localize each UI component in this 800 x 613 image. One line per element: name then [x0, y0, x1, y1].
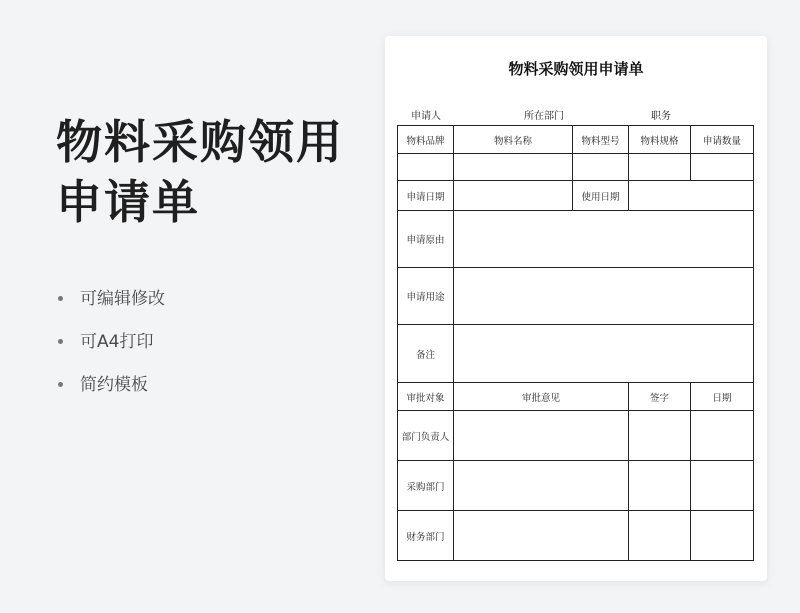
hero-title-line1: 物料采购领用	[56, 115, 344, 169]
material-header-row	[398, 126, 754, 154]
material-entry-row	[398, 154, 754, 181]
approval-row	[398, 411, 754, 461]
header-cell: 物料规格	[629, 126, 691, 154]
feature-list	[58, 284, 165, 413]
application-form-table	[397, 125, 754, 561]
date-row	[398, 181, 754, 211]
header-cell: 物料型号	[573, 126, 629, 154]
header-cell: 物料品牌	[398, 126, 454, 154]
table-cell[interactable]	[629, 154, 691, 181]
table-cell[interactable]	[454, 154, 573, 181]
purpose-row	[398, 268, 754, 325]
approval-signature[interactable]	[629, 411, 691, 461]
approval-row	[398, 461, 754, 511]
hero-title-line2: 申请单	[56, 175, 200, 229]
table-cell[interactable]	[691, 154, 754, 181]
apply-date-label: 申请日期	[398, 181, 454, 211]
reason-value[interactable]	[454, 211, 754, 268]
hero-title	[56, 112, 344, 232]
approval-opinion[interactable]	[454, 461, 629, 511]
approval-date[interactable]	[691, 411, 754, 461]
approval-row	[398, 511, 754, 561]
approval-opinion[interactable]	[454, 411, 629, 461]
approval-signature[interactable]	[629, 461, 691, 511]
apply-date-value[interactable]	[454, 181, 573, 211]
table-cell[interactable]	[573, 154, 629, 181]
remark-value[interactable]	[454, 325, 754, 383]
remark-label: 备注	[398, 325, 454, 383]
applicant-label: 申请人	[411, 111, 441, 122]
feature-item: 可A4打印	[58, 327, 165, 370]
use-date-label: 使用日期	[573, 181, 629, 211]
header-cell: 申请数量	[691, 126, 754, 154]
use-date-value[interactable]	[629, 181, 754, 211]
approval-date[interactable]	[691, 511, 754, 561]
purpose-value[interactable]	[454, 268, 754, 325]
approval-header-row	[398, 383, 754, 411]
remark-row	[398, 325, 754, 383]
reason-row	[398, 211, 754, 268]
bullet-icon	[58, 339, 63, 344]
approval-signature[interactable]	[629, 511, 691, 561]
approver-label: 部门负责人	[398, 411, 454, 461]
approver-label: 财务部门	[398, 511, 454, 561]
header-cell: 签字	[629, 383, 691, 411]
approver-label: 采购部门	[398, 461, 454, 511]
document-title: 物料采购领用申请单	[508, 60, 644, 78]
approval-date[interactable]	[691, 461, 754, 511]
position-label: 职务	[651, 111, 671, 122]
bullet-icon	[58, 382, 63, 387]
reason-label: 申请原由	[398, 211, 454, 268]
approval-opinion[interactable]	[454, 511, 629, 561]
header-cell: 物料名称	[454, 126, 573, 154]
table-cell[interactable]	[398, 154, 454, 181]
feature-item: 简约模板	[58, 370, 165, 413]
department-label: 所在部门	[524, 111, 564, 122]
header-cell: 审批意见	[454, 383, 629, 411]
header-cell: 审批对象	[398, 383, 454, 411]
purpose-label: 申请用途	[398, 268, 454, 325]
bullet-icon	[58, 296, 63, 301]
header-cell: 日期	[691, 383, 754, 411]
feature-item: 可编辑修改	[58, 284, 165, 327]
